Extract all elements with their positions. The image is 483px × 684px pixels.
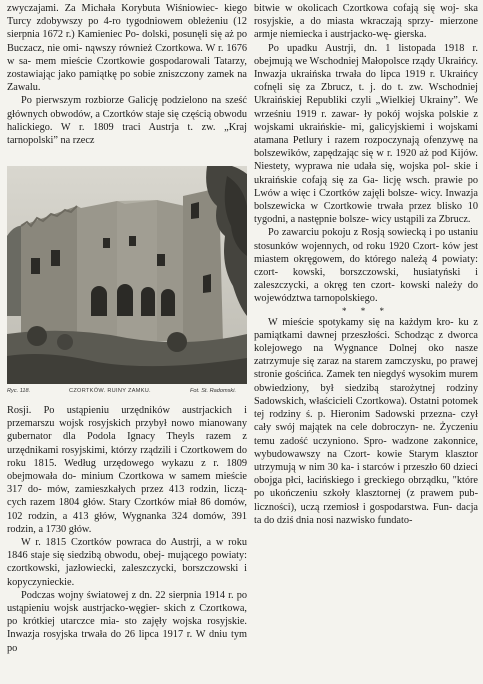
text-line: mów, zamieszkałych przez 413 rodzin, liczą- [47, 484, 248, 496]
text-line: ły pokój wojska polskie z wojskami ukraińskie- [254, 108, 478, 133]
text-line: Austrja t. zw. „Kraj tarnopolski” na rzecz [7, 121, 247, 147]
text-line: wojennych, od roku 1920 Czort- [301, 240, 440, 252]
text-line: nąwszy również Czortkowa. W r. 1676 w sa- [7, 42, 247, 67]
paragraph-retreat [254, 2, 478, 42]
text-line: bitwie w okolicach Czortkowa cofają się woj- [254, 3, 460, 14]
text-line: W mieście spotykamy się na każdym kro- [268, 316, 454, 328]
paragraph-turkish-invasion [7, 2, 247, 94]
text-line: i razem rozpoczynają ofenzywę na [327, 135, 479, 147]
text-line: sowiecką i po ustaniu stosunków [254, 227, 478, 252]
text-line: sto zajęły wojska rosyjskie. Inwazja rosyjska [7, 616, 247, 641]
right-column-text [254, 2, 478, 527]
text-line: Ukraińcy. Inwazja ukraińska trwała do lipca [254, 55, 478, 81]
text-line: rządzili i Czortkowem do roku 1815. Według [7, 444, 247, 469]
text-line: 324 domów, 391 rodzin, a 1730 głów. [7, 510, 247, 535]
text-line: cych razem 1804 głów. Stary Czortków miał [7, 497, 197, 509]
text-line: kowie Starym klasztor utrzymują w nim 30 ka- [254, 448, 478, 473]
text-line: liczności), uczą rzemiosł i gospodarstwa. Fun- [254, 501, 453, 513]
text-line: t. zw. Wschodniej Ukraińskiej Republiki czyli [254, 82, 478, 107]
text-line: oko nasze zatrzymuje się zaraz na starem [254, 343, 479, 368]
paragraph-city-monuments [254, 316, 478, 527]
figure-title: CZORTKÓW. RUINY ZAMKU. [69, 388, 151, 394]
text-line: mem mieście Czortkowie gospodarowali Tatarzy, [35, 55, 247, 67]
text-line: Podczas wojny światowej z dn. 22 sierpnia [21, 589, 202, 601]
text-line: Theyls razem z urzędnikami rosyjskimi, którzy [7, 431, 247, 456]
text-line: się częścią obwodu halickiego. W r. 1809 traci [7, 108, 247, 133]
text-line: obleżeniu (12 sierpnia 1672 r.) Kamieniec Po- [7, 16, 248, 41]
castle-ruins-photo [7, 166, 247, 384]
text-line: rodziny ś. p. Hieronim Sadowski przezna- [269, 409, 456, 421]
text-line: ten niegdyś wysokim murem obwiedziony, [254, 369, 478, 394]
text-line: kiego Turcy zdobywszy po 4-ro tygodniowem [7, 3, 247, 28]
text-line: wicy ustąpili za Zbrucz. [371, 214, 471, 226]
text-line: mianowany gubernator dla Podola Ignacy [7, 418, 248, 443]
text-line: mującego powiaty: czortkowski, jazłowiecki, [7, 550, 248, 575]
text-line: ku z pamiątkami dawnej przeszłości. Schodząc [254, 316, 478, 341]
text-line: i starców i przeszło 60 dzieci obojga płci, [254, 461, 478, 487]
text-line: którego należą 4 powiaty: czort- [254, 253, 478, 279]
text-line: bolszewików, zapędzając się w r. [254, 148, 393, 160]
text-line: wicy. Inwazja bolszewicka w [254, 187, 478, 213]
text-line: dacja ta do dziś dnia nosi nazwisko fundato- [254, 501, 479, 526]
paragraph-first-partition [7, 94, 247, 147]
text-line: skich z Czortkowa, po krótkiej utarczce mia- [7, 603, 247, 628]
text-line: minium Czortkowa w samem mieście 317 do- [7, 471, 248, 496]
text-line: trwała do 26 lipca 1917 r. W dniu tym po [7, 629, 248, 654]
text-line: Po pierwszym rozbiorze Galicję podzielono [21, 95, 208, 107]
text-line: Po zawarciu pokoju z Rosją [268, 227, 385, 239]
text-line: na sześć głównych obwodów, a Czortków staje [7, 95, 247, 120]
text-line: skie i ukraińskie cofają się za Ga- [254, 161, 478, 186]
text-line: licję wsch. prawie po Lwów [254, 174, 479, 199]
photo-caption [7, 386, 247, 398]
paragraph-peace-with-russia [254, 226, 478, 305]
text-line: Po upadku Austrji, dn. 1 listopada 1918 r. [268, 42, 478, 54]
text-line: wadzone zakonnice, wybudowawszy na Czort- [254, 435, 478, 460]
text-line: łacińskiego i greckiego obrządku, "które po [254, 475, 478, 500]
text-line: zwyczajami. Za Michała Korybuta Wiśniowiec- [7, 3, 219, 14]
text-line: kowski, borszczowski, husiatyński [292, 267, 461, 279]
text-line: kowski należy do województwa tarnopolskiego. [254, 280, 478, 305]
text-line: mierzone armje niemiecka i austrjacko-wę- [254, 16, 478, 41]
text-line: gierska. [394, 29, 427, 41]
text-line: wyprawa nie udała się, wojska pol- [294, 161, 450, 173]
paragraph-world-war [7, 589, 247, 655]
section-separator: * * * [342, 305, 390, 316]
paragraph-russian-rule [7, 404, 247, 536]
text-line: a w roku 1846 staje się siedzibą obwodu, obej- [7, 537, 247, 562]
text-line: czył cały swój majątek na cele dobroczyn- [254, 409, 479, 434]
text-line: 10 tygodni, a następnie bolsze- [254, 201, 479, 226]
text-line: i zaleszczycki, a okręg ten czort- [254, 267, 478, 292]
text-line: ków jest miastem okręgowem, do [254, 240, 479, 265]
text-line: właścicieli Czortkowa). Ostatni potomek tej [254, 395, 478, 421]
paragraph-austrian-return [7, 536, 247, 589]
left-column-bottom-text [7, 404, 247, 655]
text-line: 1914 r. po ustąpieniu wojsk austrjacko-węgier- [7, 589, 247, 615]
text-line: dolski, posunęli się aż po Buczacz, nie omi- [7, 29, 247, 54]
text-line: był siedzibą starożytnej rodziny Sadowskich, [254, 382, 478, 407]
text-line: Czortkowie trwała przez blisko [323, 201, 463, 213]
text-line: ne. Życzeniu temu zadość uczyniono. Spro- [254, 422, 478, 447]
text-line: zaleszczycki, borszczowski i kopyczynieckie. [7, 563, 247, 588]
text-line: ukończeniu szkoły klasztornej (z prawem pub- [270, 488, 479, 500]
text-line: zamek na Zawalu. [7, 69, 247, 94]
text-line: urzędowego wykazu z r. 1809 obejmowała do- [7, 457, 247, 483]
figure-number: Ryc. 118. [7, 388, 31, 394]
paragraph-ukrainian-rule [254, 42, 478, 227]
text-line: zamczysku, po prawej stronie gościńca. Zamek [254, 356, 478, 381]
text-line: 86 domów, 102 rodzin, a 413 głów, Wygnanka [7, 497, 247, 522]
text-line: „Wielkiej Ukrainy”. We wrześniu 1919 r. zawar- [254, 95, 478, 120]
text-line: 1920 aż pod Kijów. Niestety, [254, 148, 478, 173]
castle-ruins-illustration [7, 166, 247, 384]
text-line: W r. 1815 Czortków powraca do Austrji, [21, 537, 202, 549]
text-line: ska rosyjskie, a do miasta wkraczają sprzy- [254, 3, 478, 28]
photo-credit: Fot. St. Radomski. [190, 388, 237, 394]
text-line: i przemarszu wojsk rosyjskich przybył nowo [7, 405, 247, 430]
text-line: zostawiając jako pamiątkę po sobie zniszczony [7, 69, 205, 81]
text-line: a więc i Czortków zajęli bolsze- [283, 187, 418, 199]
text-line: mi, galicyjskiemi i wojskami atamana Petlury [254, 121, 479, 147]
text-line: obejmują we Wschodniej Małopolsce rządy [254, 55, 436, 67]
left-column-top-text [7, 2, 247, 147]
text-line: Rosji. Po ustąpieniu urzędników austrjackich [7, 405, 232, 416]
text-line: 1919 r. Ukraińcy cofnęli się za Zbrucz, t. j. do [254, 69, 478, 94]
text-line: z dworca kolejowego na Wygnance Dolnej [254, 329, 479, 355]
